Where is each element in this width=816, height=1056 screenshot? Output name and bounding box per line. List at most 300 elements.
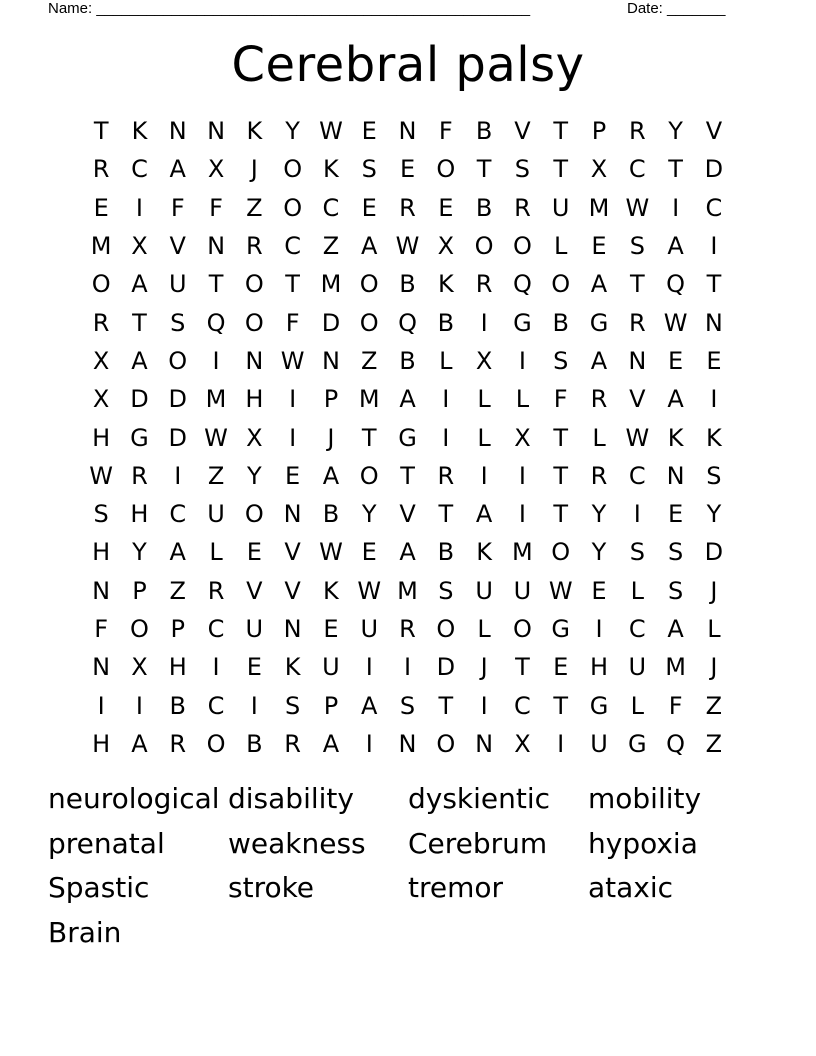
grid-letter: E [438, 193, 454, 222]
grid-letter: W [280, 346, 305, 375]
grid-letter: G [130, 423, 149, 452]
grid-letter: A [361, 691, 378, 720]
grid-letter: A [667, 615, 684, 643]
grid-letter: O [474, 232, 494, 261]
grid-letter: O [436, 615, 456, 643]
grid-letter: W [625, 423, 650, 452]
grid-letter: R [207, 576, 225, 605]
grid-letter: L [592, 423, 606, 452]
grid-letter: T [553, 423, 569, 452]
grid-letter: A [667, 385, 684, 414]
grid-letter: P [132, 576, 147, 605]
grid-letter: X [92, 385, 110, 414]
grid-letter: C [284, 232, 302, 261]
grid-letter: X [475, 346, 493, 375]
grid-letter: N [207, 117, 226, 146]
grid-letter: M [205, 385, 227, 414]
grid-letter: N [92, 653, 111, 682]
grid-letter: I [518, 461, 526, 490]
grid-letter: N [321, 346, 340, 375]
grid-letter: Z [705, 691, 723, 720]
grid-letter: V [284, 576, 301, 605]
grid-letter: S [361, 155, 377, 184]
grid-letter: K [323, 155, 339, 184]
grid-letter: S [399, 691, 416, 720]
grid-letter: M [358, 385, 380, 414]
grid-letter: Y [706, 500, 722, 529]
grid-letter: T [400, 461, 415, 490]
grid-letter: I [595, 615, 603, 643]
grid-letter: T [93, 117, 109, 146]
grid-letter: G [513, 308, 532, 337]
grid-letter: M [320, 270, 342, 299]
grid-letter: H [589, 653, 609, 682]
grid-letter: D [321, 308, 341, 337]
grid-letter: Y [247, 461, 262, 490]
grid-letter: E [399, 155, 416, 184]
grid-letter: M [90, 232, 112, 261]
grid-letter: D [436, 653, 456, 682]
grid-letter: I [212, 653, 220, 682]
grid-letter: I [518, 500, 526, 529]
grid-letter: N [168, 117, 187, 146]
grid-letter: C [628, 155, 646, 184]
grid-letter: D [130, 385, 149, 414]
grid-letter: M [512, 538, 533, 567]
grid-letter: A [322, 729, 340, 758]
grid-letter: Y [285, 117, 300, 146]
grid-letter: S [93, 500, 109, 529]
grid-letter: K [131, 117, 148, 146]
grid-letter: Y [668, 117, 683, 146]
grid-letter: V [246, 576, 263, 605]
grid-letter: X [590, 155, 608, 184]
grid-letter: I [250, 691, 258, 720]
grid-letter: V [629, 385, 646, 414]
grid-letter: U [360, 615, 379, 643]
grid-letter: C [169, 500, 187, 529]
grid-letter: I [135, 691, 143, 720]
grid-letter: X [92, 346, 110, 375]
grid-letter: O [244, 308, 264, 337]
grid-letter: B [475, 193, 493, 222]
grid-letter: X [207, 155, 225, 184]
grid-letter: L [707, 615, 721, 643]
grid-letter: A [667, 232, 684, 261]
grid-letter: B [322, 500, 340, 529]
grid-letter: P [323, 691, 339, 720]
word-list-item: mobility [588, 781, 702, 815]
grid-letter: H [92, 729, 111, 758]
grid-letter: R [590, 385, 608, 414]
grid-letter: J [710, 653, 718, 682]
grid-letter: C [322, 193, 340, 222]
grid-letter: E [591, 576, 607, 605]
grid-letter: A [590, 270, 608, 299]
grid-letter: S [438, 576, 454, 605]
grid-letter: R [245, 232, 263, 261]
grid-letter: Y [361, 500, 377, 529]
grid-letter: V [169, 232, 186, 261]
page-title: Cerebral palsy [231, 37, 585, 93]
grid-letter: C [207, 691, 225, 720]
grid-letter: W [663, 308, 688, 337]
grid-letter: L [477, 423, 491, 452]
grid-letter: O [512, 232, 532, 261]
grid-letter: L [477, 385, 491, 414]
grid-letter: R [590, 461, 608, 490]
worksheet-header [0, 0, 816, 20]
grid-letter: W [548, 576, 573, 605]
grid-letter: I [442, 385, 450, 414]
grid-letter: Z [169, 576, 186, 605]
grid-letter: W [319, 117, 343, 146]
grid-letter: H [168, 653, 187, 682]
grid-letter: T [285, 270, 300, 299]
grid-letter: F [438, 117, 453, 146]
grid-letter: O [436, 729, 456, 758]
grid-letter: O [168, 346, 188, 375]
grid-letter: I [672, 193, 680, 222]
grid-letter: E [361, 538, 377, 567]
grid-letter: K [246, 117, 263, 146]
grid-letter: A [590, 346, 608, 375]
grid-letter: T [553, 155, 569, 184]
grid-letter: X [437, 232, 455, 261]
grid-letter: A [361, 232, 378, 261]
grid-letter: W [204, 423, 228, 452]
grid-letter: F [553, 385, 568, 414]
grid-letter: O [359, 270, 379, 299]
grid-letter: Q [398, 308, 417, 337]
grid-letter: O [551, 270, 571, 299]
grid-letter: K [667, 423, 684, 452]
grid-letter: B [169, 691, 186, 720]
grid-letter: D [704, 538, 724, 567]
grid-letter: I [365, 653, 373, 682]
grid-letter: I [480, 308, 488, 337]
grid-letter: T [629, 270, 645, 299]
grid-letter: K [323, 576, 339, 605]
grid-letter: Z [246, 193, 263, 222]
grid-letter: C [628, 615, 646, 643]
grid-letter: E [323, 615, 339, 643]
grid-letter: Z [361, 346, 378, 375]
grid-letter: I [710, 385, 718, 414]
grid-letter: J [327, 423, 335, 452]
grid-letter: O [512, 615, 532, 643]
grid-letter: S [629, 232, 645, 261]
grid-letter: M [665, 653, 686, 682]
grid-letter: S [170, 308, 186, 337]
grid-letter: O [244, 500, 264, 529]
grid-letter: I [710, 232, 718, 261]
grid-letter: D [704, 155, 724, 184]
grid-letter: A [399, 538, 416, 567]
grid-letter: E [668, 346, 684, 375]
grid-letter: S [667, 576, 684, 605]
grid-letter: K [284, 653, 301, 682]
date-line: Date: _______ [627, 0, 726, 17]
grid-letter: B [475, 117, 493, 146]
name-line: Name: ____________________________________________________ [48, 0, 531, 17]
grid-letter: T [476, 155, 492, 184]
grid-letter: A [399, 385, 416, 414]
grid-letter: I [365, 729, 373, 758]
grid-letter: V [399, 500, 416, 529]
word-list-item: weakness [228, 826, 366, 860]
grid-letter: N [207, 232, 226, 261]
grid-letter: F [668, 691, 683, 720]
grid-letter: L [439, 346, 453, 375]
word-list-item: Cerebrum [408, 826, 548, 860]
grid-letter: F [94, 615, 109, 643]
grid-letter: I [442, 423, 450, 452]
grid-letter: E [553, 653, 569, 682]
grid-letter: Q [666, 729, 686, 758]
grid-letter: O [244, 270, 264, 299]
word-list-item: dyskientic [408, 781, 551, 815]
grid-letter: T [361, 423, 377, 452]
grid-letter: G [628, 729, 647, 758]
grid-letter: I [135, 193, 143, 222]
word-list-item: tremor [408, 871, 504, 905]
grid-letter: C [514, 691, 531, 720]
grid-letter: Y [591, 538, 607, 567]
grid-letter: I [289, 423, 297, 452]
grid-letter: T [668, 155, 683, 184]
grid-letter: I [289, 385, 297, 414]
grid-letter: R [399, 193, 416, 222]
word-list-item: hypoxia [588, 826, 698, 860]
grid-letter: I [174, 461, 182, 490]
grid-letter: H [92, 423, 111, 452]
grid-letter: S [285, 691, 301, 720]
grid-letter: U [513, 576, 532, 605]
grid-letter: W [89, 461, 114, 490]
grid-letter: E [246, 653, 262, 682]
grid-letter: U [168, 270, 187, 299]
grid-letter: E [93, 193, 109, 222]
grid-letter: R [131, 461, 148, 490]
grid-letter: Y [132, 538, 147, 567]
grid-letter: H [130, 500, 149, 529]
grid-letter: I [97, 691, 105, 720]
grid-letter: L [209, 538, 223, 567]
grid-letter: U [590, 729, 608, 758]
grid-letter: R [475, 270, 493, 299]
grid-letter: L [515, 385, 530, 414]
grid-letter: L [477, 615, 491, 643]
grid-letter: B [399, 346, 416, 375]
word-list-item: ataxic [588, 871, 674, 905]
grid-letter: P [323, 385, 339, 414]
grid-letter: R [284, 729, 301, 758]
grid-letter: C [131, 155, 148, 184]
grid-letter: A [131, 729, 148, 758]
grid-letter: Q [666, 270, 686, 299]
grid-letter: E [361, 117, 377, 146]
grid-letter: R [514, 193, 531, 222]
grid-letter: Z [322, 232, 340, 261]
grid-letter: I [480, 691, 488, 720]
grid-letter: G [551, 615, 571, 643]
grid-letter: H [245, 385, 264, 414]
grid-letter: T [515, 653, 530, 682]
grid-letter: R [92, 155, 110, 184]
grid-letter: C [628, 461, 646, 490]
grid-letter: W [357, 576, 382, 605]
grid-letter: N [704, 308, 723, 337]
grid-letter: N [475, 729, 494, 758]
grid-letter: L [630, 576, 644, 605]
grid-letter: I [212, 346, 220, 375]
word-list [48, 776, 768, 955]
grid-letter: T [553, 691, 569, 720]
grid-letter: E [285, 461, 301, 490]
grid-letter: O [551, 538, 571, 567]
grid-letter: B [437, 308, 455, 337]
grid-letter: W [395, 232, 420, 261]
grid-letter: O [130, 615, 149, 643]
grid-letter: A [131, 346, 148, 375]
grid-letter: Z [207, 461, 225, 490]
grid-letter: I [557, 729, 565, 758]
grid-letter: K [437, 270, 454, 299]
grid-letter: I [633, 500, 641, 529]
word-list-item: Spastic [48, 871, 150, 905]
grid-letter: S [553, 346, 569, 375]
grid-letter: W [625, 193, 650, 222]
letter-grid [82, 112, 733, 763]
grid-letter: A [131, 270, 148, 299]
grid-letter: I [518, 346, 526, 375]
grid-letter: M [588, 193, 610, 222]
grid-letter: X [246, 423, 263, 452]
grid-letter: U [207, 500, 225, 529]
grid-letter: F [170, 193, 185, 222]
grid-letter: T [706, 270, 722, 299]
grid-letter: K [476, 538, 492, 567]
grid-letter: O [206, 729, 226, 758]
grid-letter: R [169, 729, 187, 758]
grid-letter: I [403, 653, 412, 682]
grid-letter: X [514, 423, 531, 452]
grid-letter: E [361, 193, 377, 222]
grid-letter: N [283, 615, 302, 643]
grid-letter: X [131, 653, 148, 682]
word-list-item: Brain [48, 915, 122, 949]
grid-letter: N [245, 346, 264, 375]
grid-letter: S [514, 155, 531, 184]
grid-letter: E [706, 346, 722, 375]
grid-letter: D [168, 385, 187, 414]
grid-letter: L [554, 232, 568, 261]
grid-letter: D [168, 423, 187, 452]
grid-letter: A [169, 538, 186, 567]
grid-letter: R [437, 461, 455, 490]
grid-letter: R [399, 615, 416, 643]
word-list-item: neurological [48, 781, 220, 815]
word-list-item: prenatal [48, 826, 165, 860]
grid-letter: W [319, 538, 343, 567]
grid-letter: A [475, 500, 493, 529]
grid-letter: R [92, 308, 110, 337]
grid-letter: N [398, 729, 417, 758]
grid-letter: Q [512, 270, 532, 299]
grid-letter: V [514, 117, 531, 146]
grid-letter: L [630, 691, 644, 720]
grid-letter: S [629, 538, 645, 567]
grid-letter: B [552, 308, 569, 337]
grid-letter: N [666, 461, 685, 490]
grid-letter: F [209, 193, 223, 222]
grid-letter: O [283, 155, 303, 184]
grid-letter: T [438, 691, 454, 720]
grid-letter: J [250, 155, 258, 184]
grid-letter: R [628, 308, 646, 337]
grid-letter: Y [591, 500, 607, 529]
grid-letter: M [397, 576, 418, 605]
grid-letter: N [398, 117, 417, 146]
grid-letter: O [359, 308, 379, 337]
grid-letter: O [91, 270, 111, 299]
grid-letter: P [591, 117, 607, 146]
grid-letter: B [399, 270, 416, 299]
grid-letter: T [553, 117, 569, 146]
grid-letter: P [170, 615, 185, 643]
grid-letter: X [131, 232, 148, 261]
word-list-item: stroke [228, 871, 315, 905]
grid-letter: T [208, 270, 224, 299]
grid-letter: T [438, 500, 454, 529]
grid-letter: S [667, 538, 684, 567]
grid-letter: C [705, 193, 723, 222]
grid-letter: G [398, 423, 417, 452]
grid-letter: V [284, 538, 301, 567]
grid-letter: V [705, 117, 723, 146]
grid-letter: H [92, 538, 111, 567]
grid-letter: T [553, 461, 569, 490]
grid-letter: X [514, 729, 531, 758]
grid-letter: F [285, 308, 300, 337]
grid-letter: O [359, 461, 379, 490]
grid-letter: N [628, 346, 647, 375]
grid-letter: A [322, 461, 340, 490]
grid-letter: T [553, 500, 569, 529]
grid-letter: E [668, 500, 684, 529]
grid-letter: B [437, 538, 455, 567]
grid-letter: T [132, 308, 147, 337]
grid-letter: O [283, 193, 303, 222]
grid-letter: B [246, 729, 263, 758]
grid-letter: K [706, 423, 722, 452]
grid-letter: N [92, 576, 111, 605]
grid-letter: O [436, 155, 456, 184]
grid-letter: U [628, 653, 647, 682]
grid-letter: G [589, 691, 609, 720]
grid-letter: U [551, 193, 570, 222]
grid-letter: Q [206, 308, 226, 337]
grid-letter: J [710, 576, 718, 605]
grid-letter: S [706, 461, 722, 490]
grid-letter: U [475, 576, 493, 605]
grid-letter: E [246, 538, 262, 567]
grid-letter: Z [705, 729, 723, 758]
grid-letter: N [283, 500, 302, 529]
grid-letter: I [480, 461, 488, 490]
grid-letter: U [322, 653, 340, 682]
